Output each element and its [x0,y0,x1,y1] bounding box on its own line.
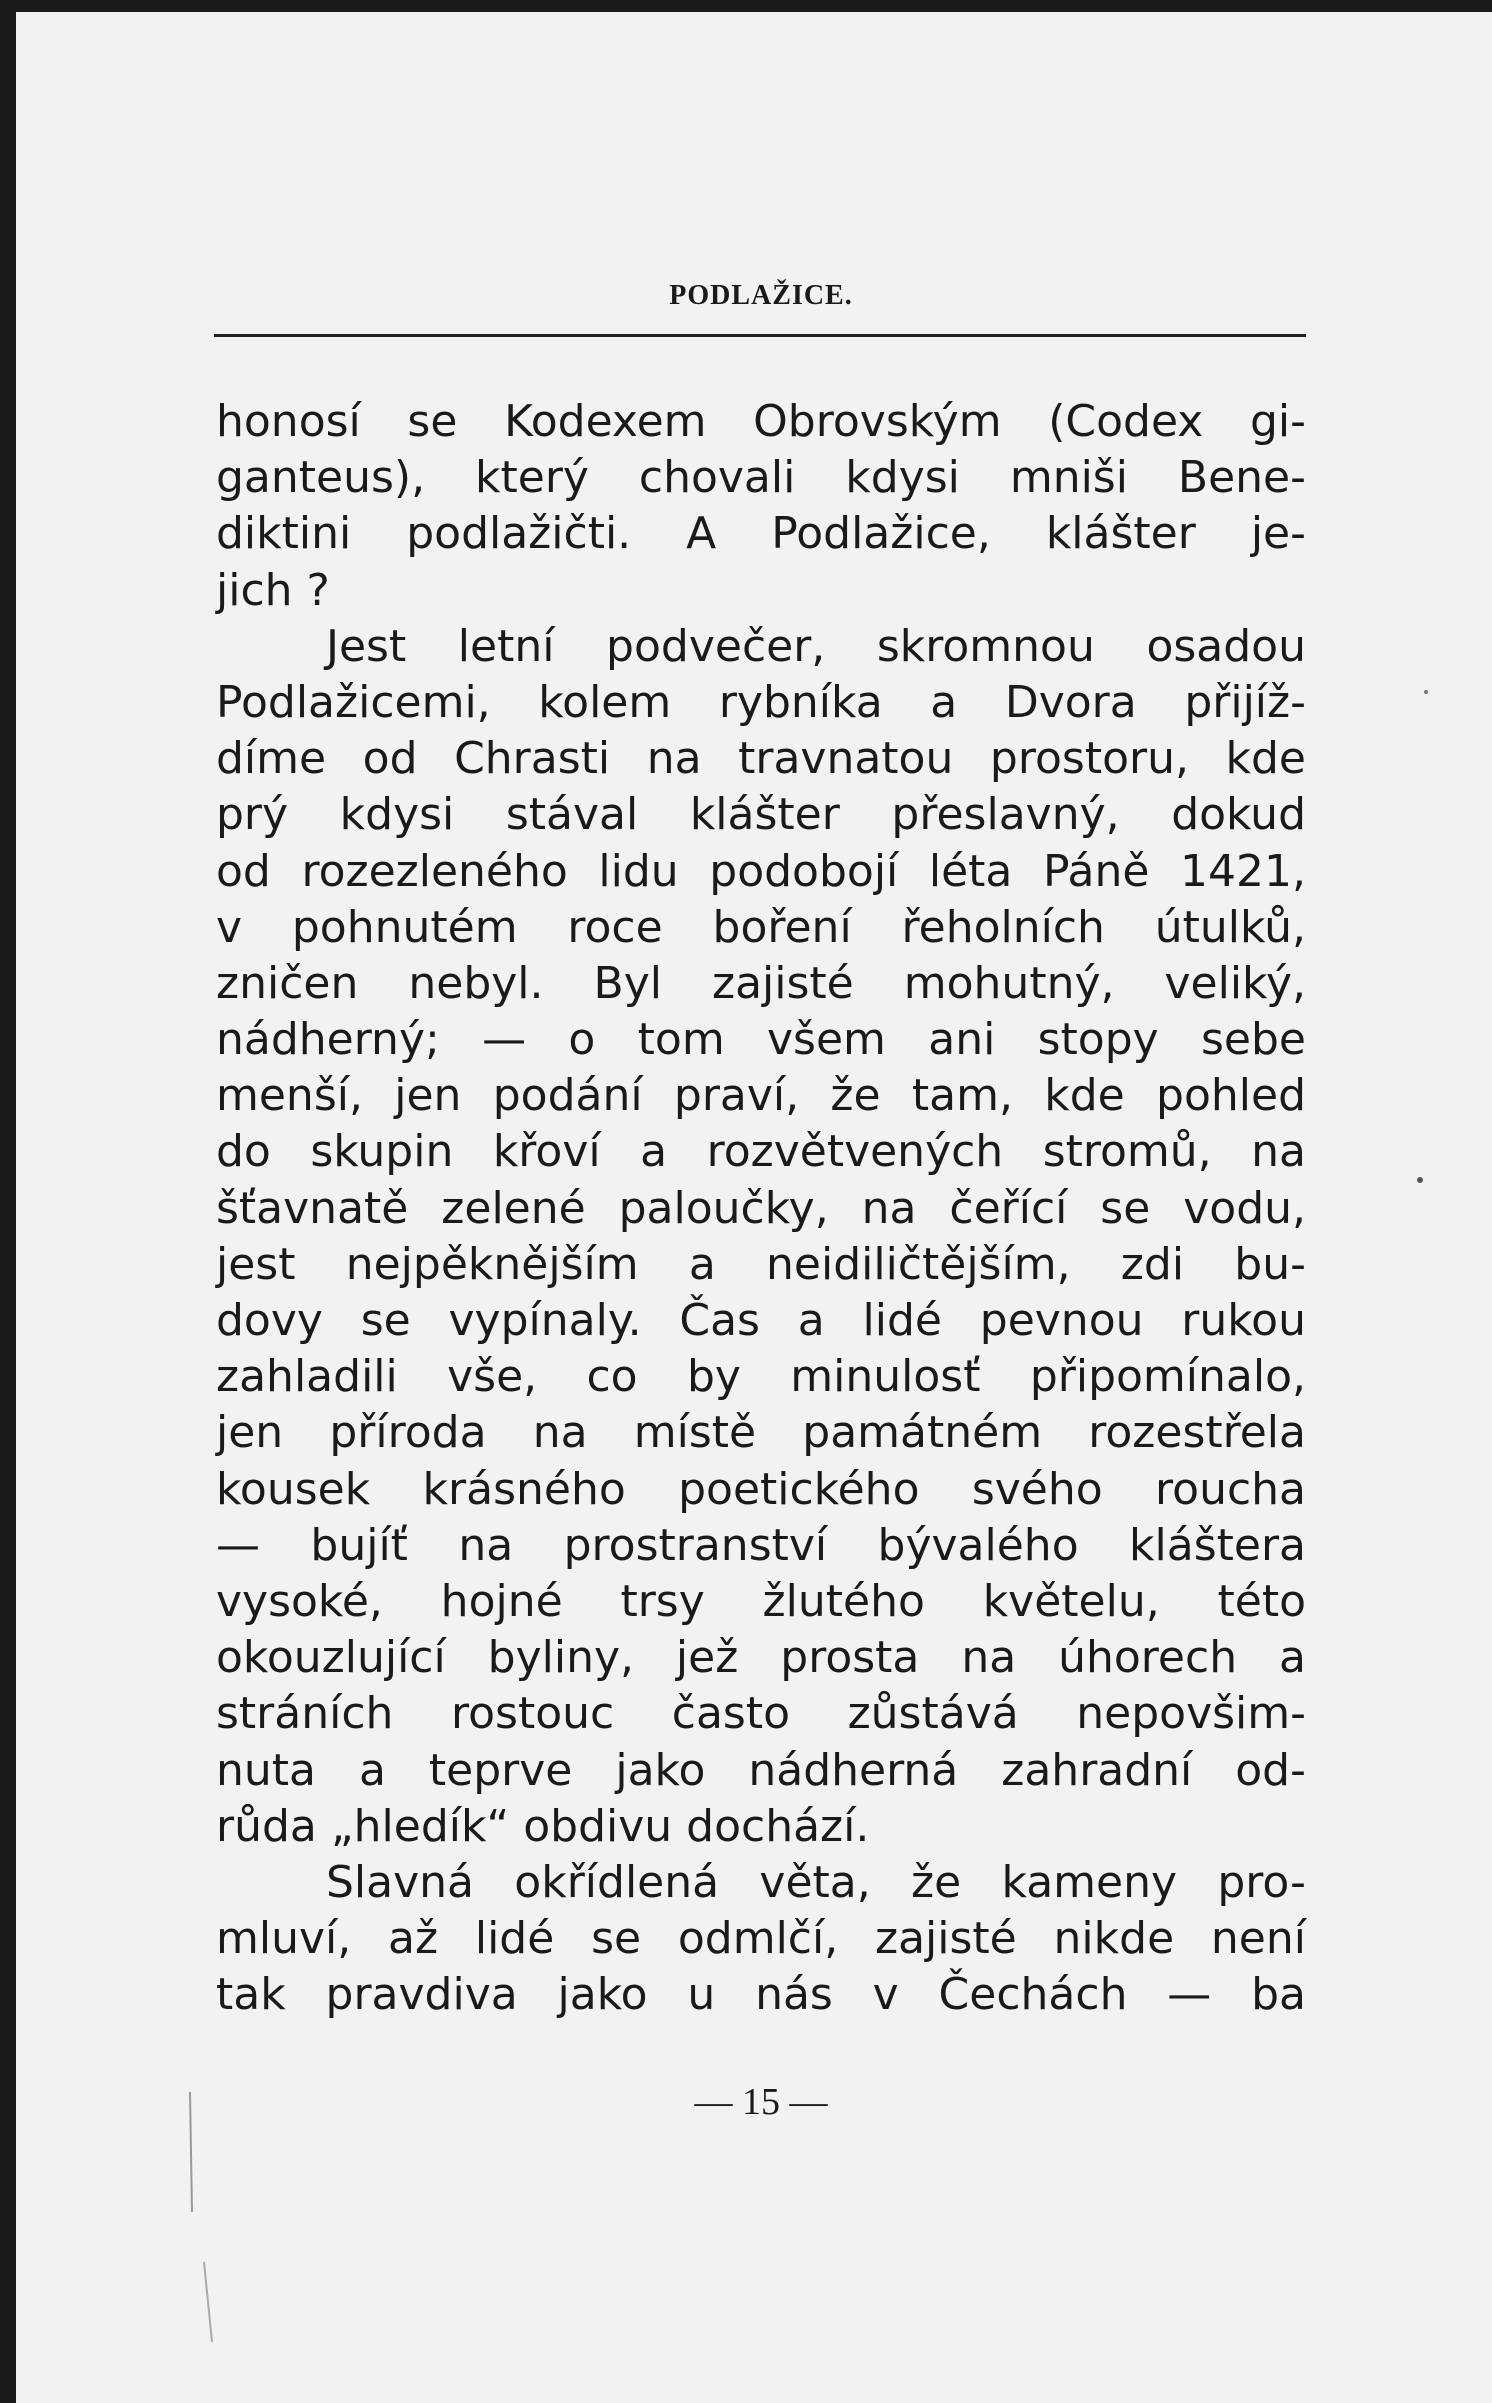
text-line: diktini podlažičti. A Podlažice, klášter je- [216,508,1306,560]
text-line: růda „hledík“ obdivu dochází. [216,1800,870,1852]
book-page [16,12,1492,2403]
text-line: stráních rostouc často zůstává nepovšim- [216,1688,1306,1740]
text-line: ganteus), který chovali kdysi mniši Bene- [216,452,1306,504]
text-line: vysoké, hojné trsy žlutého květelu, této [216,1575,1306,1627]
page-number: — 15 — [694,2081,828,2123]
text-line: tak pravdiva jako u nás v Čechách — ba [216,1969,1306,2021]
text-line: jest nejpěknějším a neidiličtějším, zdi bu- [216,1238,1306,1290]
text-line: honosí se Kodexem Obrovským (Codex gi- [216,396,1306,447]
text-line: zničen nebyl. Byl zajisté mohutný, veliký, [216,957,1306,1009]
text-line: šťavnatě zelené paloučky, na čeřící se vodu, [216,1182,1306,1234]
text-line: jich ? [216,564,330,616]
running-header: PODLAŽICE. [669,280,853,311]
text-line: Slavná okřídlená věta, že kameny pro- [326,1856,1306,1908]
text-line: Jest letní podvečer, skromnou osadou [326,620,1306,672]
scan-mark [1424,690,1428,694]
text-line: kousek krásného poetického svého roucha [216,1463,1306,1515]
text-line: menší, jen podání praví, že tam, kde pohled [216,1070,1306,1122]
scan-mark [190,2092,192,2212]
text-line: díme od Chrasti na travnatou prostoru, kde [216,733,1306,785]
text-line: — bujíť na prostranství bývalého kláštera [216,1519,1306,1571]
text-line: zahladili vše, co by minulosť připomínalo, [216,1351,1306,1403]
text-line: prý kdysi stával klášter přeslavný, dokud [216,789,1306,841]
scan-mark [1417,1177,1423,1183]
text-line: jen příroda na místě památném rozestřela [216,1407,1306,1459]
text-line: Podlažicemi, kolem rybníka a Dvora přijíž- [216,676,1306,728]
text-line: nádherný; — o tom všem ani stopy sebe [216,1014,1306,1066]
text-line: od rozezleného lidu podobojí léta Páně 1421, [216,845,1306,897]
text-line: dovy se vypínaly. Čas a lidé pevnou rukou [216,1295,1306,1346]
text-line: v pohnutém roce boření řeholních útulků, [216,901,1306,953]
text-line: mluví, až lidé se odmlčí, zajisté nikde není [216,1913,1306,1965]
text-line: okouzlující byliny, jež prosta na úhorech a [216,1632,1306,1684]
text-line: nuta a teprve jako nádherná zahradní od- [216,1744,1306,1796]
scan-marks [16,12,1492,2403]
text-line: do skupin křoví a rozvětvených stromů, na [216,1126,1306,1178]
scan-mark [204,2262,212,2342]
